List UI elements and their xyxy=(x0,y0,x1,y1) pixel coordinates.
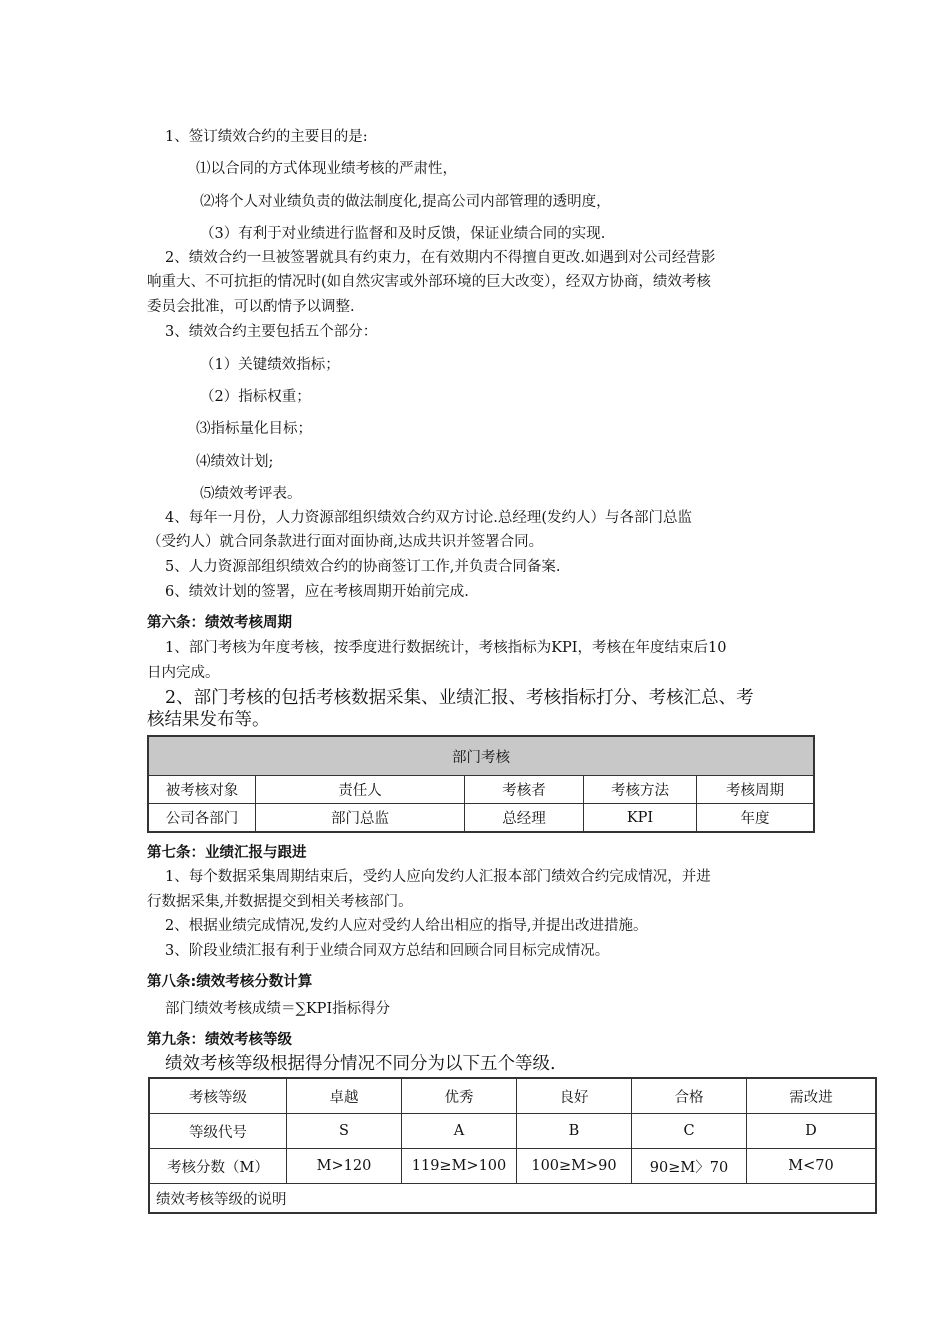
text-line: 3、阶段业绩汇报有利于业绩合同双方总结和回顾合同目标完成情况。 xyxy=(165,943,610,959)
table-header-cell: 考核方法 xyxy=(584,776,697,804)
text-line: ⑸绩效考评表。 xyxy=(200,486,302,502)
table-cell: 考核分数（M） xyxy=(149,1149,287,1184)
table-row xyxy=(149,1184,876,1214)
table-row xyxy=(149,1078,876,1114)
text-line: 响重大、不可抗拒的情况时(如自然灾害或外部环境的巨大改变），经双方协商，绩效考核 xyxy=(147,274,711,290)
table-cell: A xyxy=(402,1114,517,1149)
table-header-cell: 被考核对象 xyxy=(148,776,256,804)
department-assessment-table xyxy=(147,735,815,833)
table-cell: 部门总监 xyxy=(256,804,465,833)
table-header-cell: 考核周期 xyxy=(697,776,815,804)
table-cell: 考核等级 xyxy=(149,1078,287,1114)
text-line: 2、部门考核的包括考核数据采集、业绩汇报、考核指标打分、考核汇总、考 xyxy=(165,688,754,708)
text-line: 1、签订绩效合约的主要目的是: xyxy=(165,129,368,145)
table-header-cell: 责任人 xyxy=(256,776,465,804)
table-cell: 良好 xyxy=(517,1078,632,1114)
table-cell: 合格 xyxy=(632,1078,747,1114)
table-cell: 119≥M>100 xyxy=(402,1149,517,1184)
text-line: 3、绩效合约主要包括五个部分： xyxy=(165,324,378,340)
table-cell: B xyxy=(517,1114,632,1149)
table-note: 绩效考核等级的说明 xyxy=(149,1184,876,1214)
text-line: ⑵将个人对业绩负责的做法制度化,提高公司内部管理的透明度， xyxy=(200,194,611,210)
table-cell: D xyxy=(747,1114,877,1149)
text-line: 绩效考核等级根据得分情况不同分为以下五个等级. xyxy=(165,1054,556,1074)
text-line: （3）有利于对业绩进行监督和及时反馈，保证业绩合同的实现. xyxy=(200,226,606,242)
table-cell: M>120 xyxy=(287,1149,402,1184)
table-cell: 年度 xyxy=(697,804,815,833)
text-line: 1、部门考核为年度考核，按季度进行数据统计，考核指标为KPI，考核在年度结束后10 xyxy=(165,640,727,656)
text-line: ⑶指标量化目标； xyxy=(196,421,312,437)
article-heading: 第六条：绩效考核周期 xyxy=(147,615,292,631)
table-cell: 等级代号 xyxy=(149,1114,287,1149)
table-cell: 100≥M>90 xyxy=(517,1149,632,1184)
table-title: 部门考核 xyxy=(148,736,814,776)
table-cell: M<70 xyxy=(747,1149,877,1184)
table-cell: C xyxy=(632,1114,747,1149)
table-cell: 卓越 xyxy=(287,1078,402,1114)
table-row xyxy=(149,1149,876,1184)
table-header-cell: 考核者 xyxy=(465,776,584,804)
table-cell: 优秀 xyxy=(402,1078,517,1114)
text-line: （1）关键绩效指标； xyxy=(200,357,340,373)
text-line: ⑷绩效计划; xyxy=(196,454,274,470)
text-line: 1、每个数据采集周期结束后，受约人应向发约人汇报本部门绩效合约完成情况，并进 xyxy=(165,869,711,885)
table-cell: 90≥M〉70 xyxy=(632,1149,747,1184)
text-line: （2）指标权重； xyxy=(200,389,311,405)
table-cell: 总经理 xyxy=(465,804,584,833)
text-line: 部门绩效考核成绩＝∑KPI指标得分 xyxy=(165,1001,391,1017)
article-heading: 第八条:绩效考核分数计算 xyxy=(147,974,313,990)
text-line: 2、根据业绩完成情况,发约人应对受约人给出相应的指导,并提出改进措施。 xyxy=(165,918,648,934)
text-line: （受约人）就合同条款进行面对面协商,达成共识并签署合同。 xyxy=(147,534,544,550)
table-cell: KPI xyxy=(584,804,697,833)
performance-grade-table xyxy=(148,1077,877,1214)
article-heading: 第九条：绩效考核等级 xyxy=(147,1032,292,1048)
table-row xyxy=(149,1114,876,1149)
text-line: ⑴以合同的方式体现业绩考核的严肃性， xyxy=(196,161,457,177)
text-line: 4、每年一月份，人力资源部组织绩效合约双方讨论.总经理(发约人）与各部门总监 xyxy=(165,510,692,526)
table-cell: 公司各部门 xyxy=(148,804,256,833)
text-line: 6、绩效计划的签署，应在考核周期开始前完成. xyxy=(165,584,469,600)
table-row xyxy=(148,804,814,833)
text-line: 委员会批准，可以酌情予以调整. xyxy=(147,299,355,315)
table-cell: 需改进 xyxy=(747,1078,877,1114)
table-cell: S xyxy=(287,1114,402,1149)
text-line: 5、人力资源部组织绩效合约的协商签订工作,并负责合同备案. xyxy=(165,559,561,575)
table-header-row xyxy=(148,776,814,804)
text-line: 核结果发布等。 xyxy=(147,710,270,730)
text-line: 行数据采集,并数据提交到相关考核部门。 xyxy=(147,894,413,910)
article-heading: 第七条：业绩汇报与跟进 xyxy=(147,845,307,861)
text-line: 2、绩效合约一旦被签署就具有约束力，在有效期内不得擅自更改.如遇到对公司经营影 xyxy=(165,250,716,266)
text-line: 日内完成。 xyxy=(147,665,220,681)
